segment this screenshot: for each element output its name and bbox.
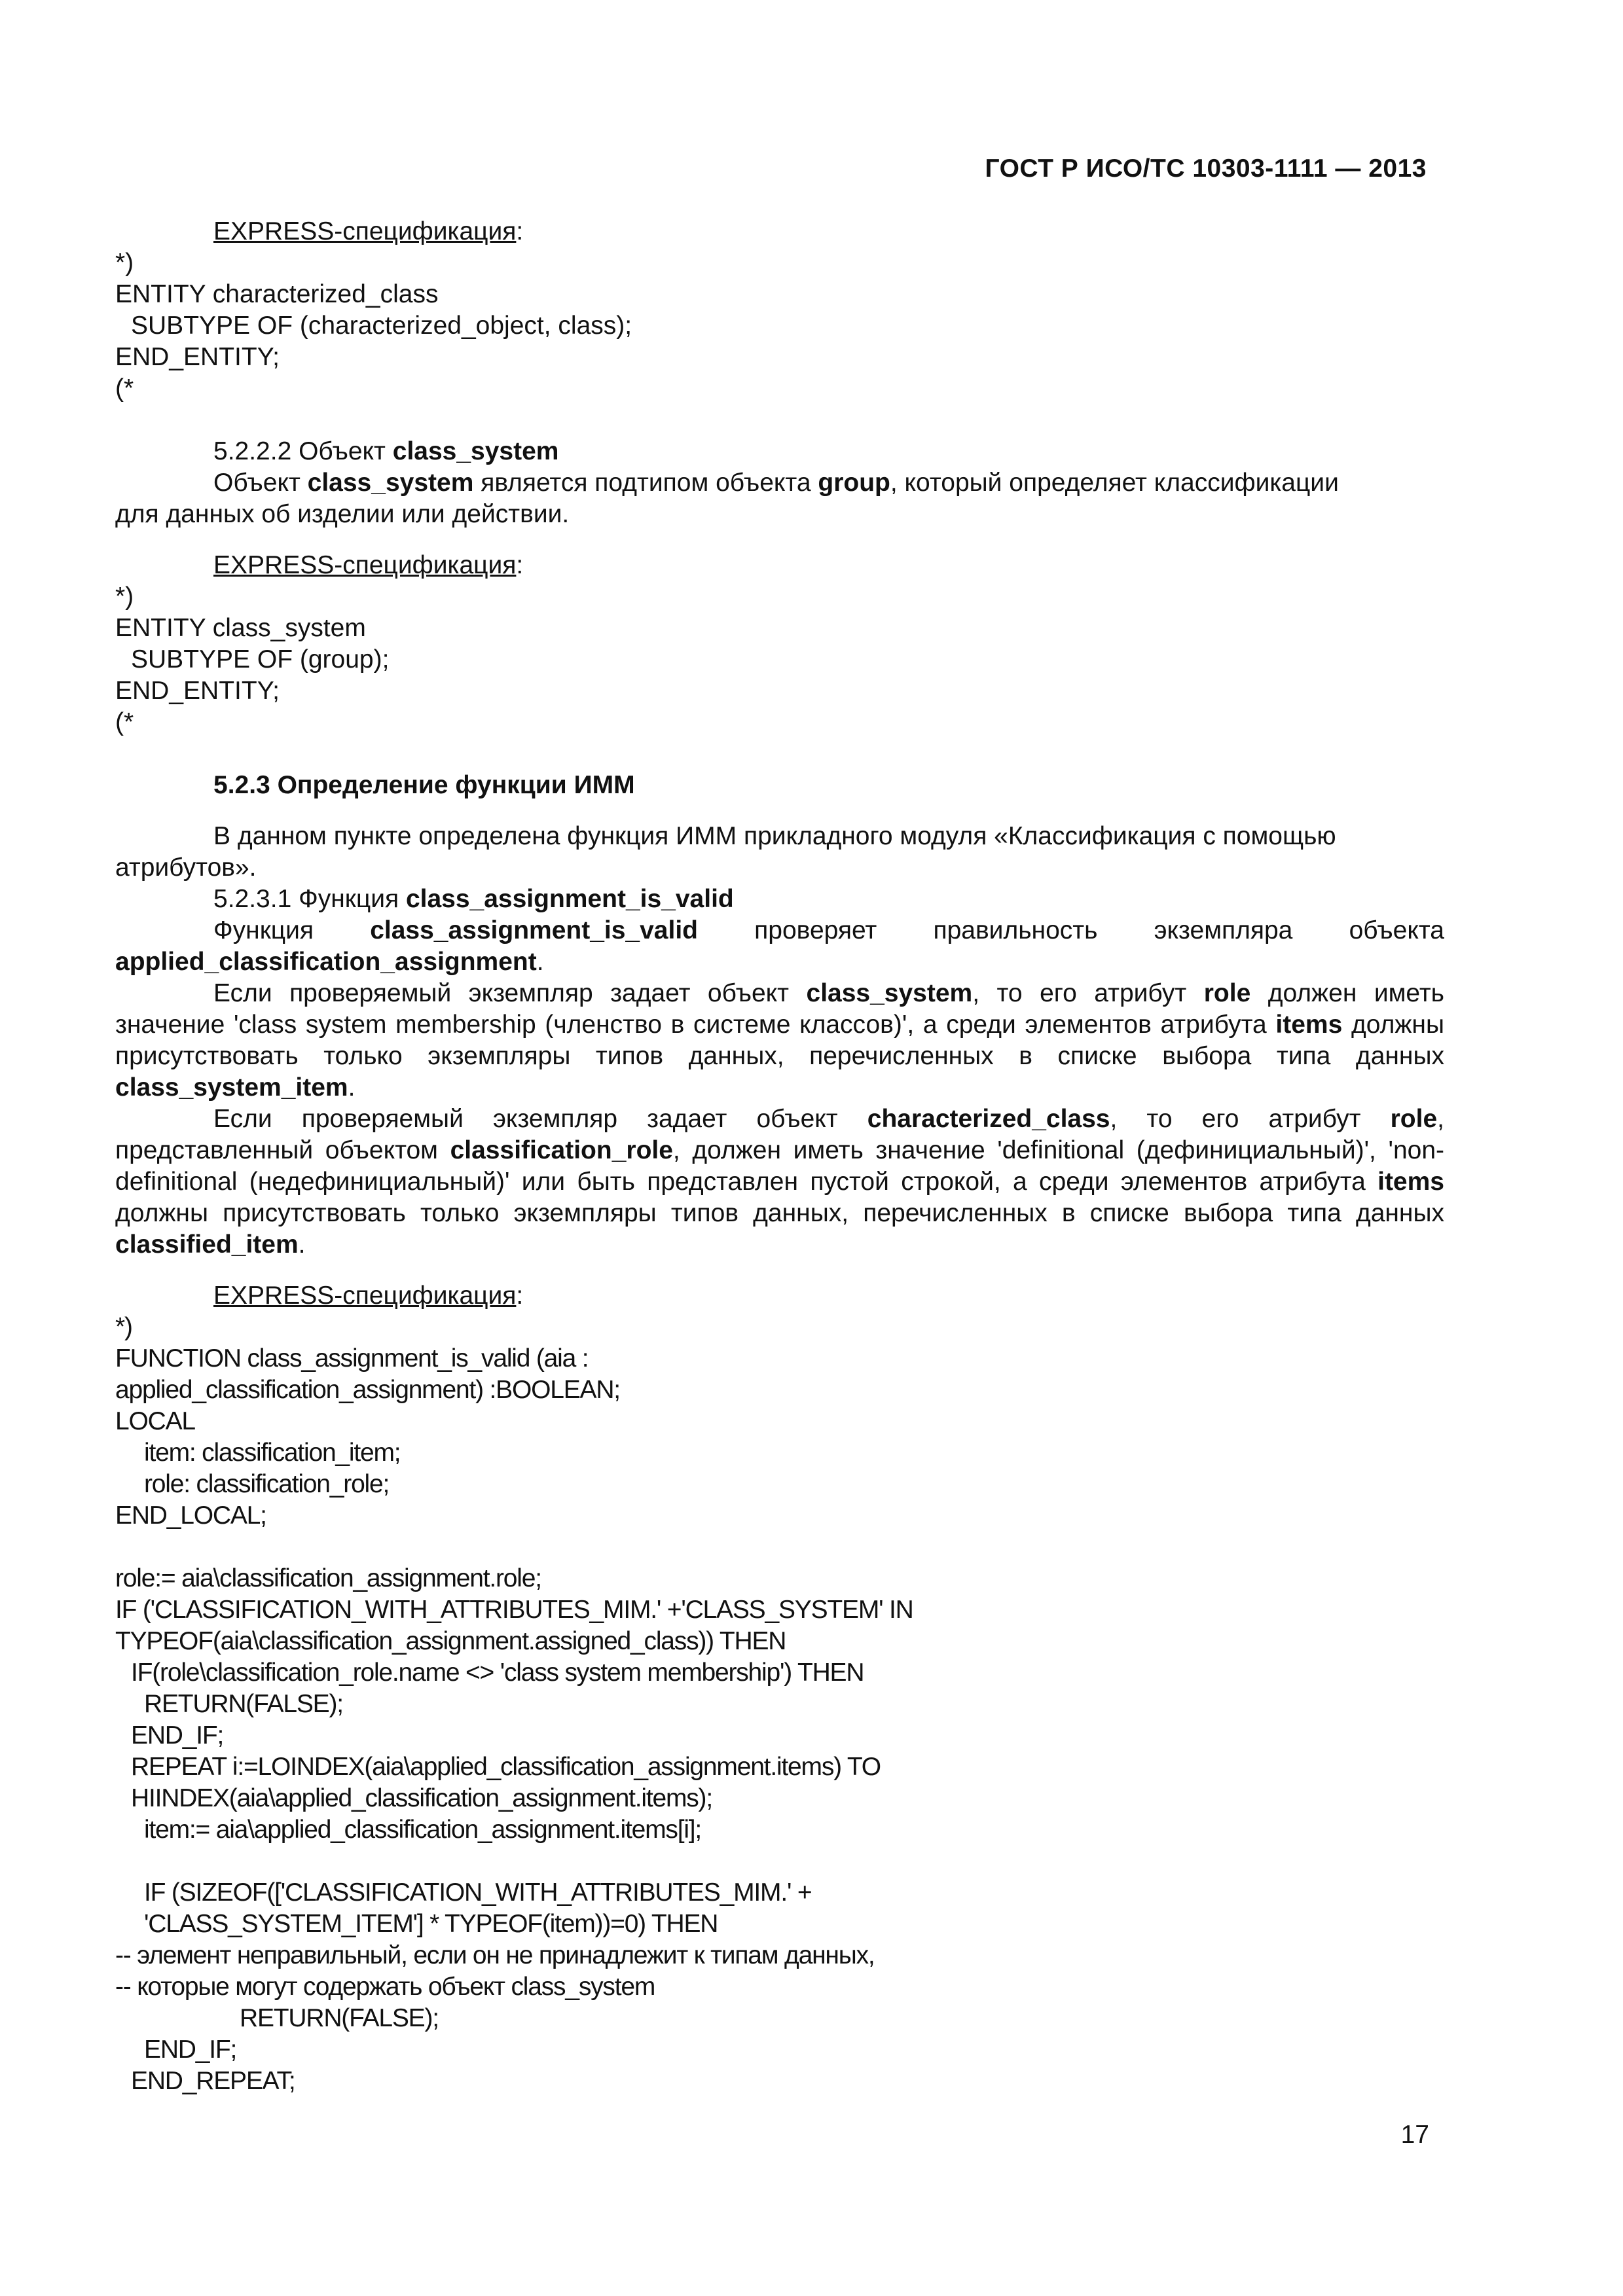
code-line: 'CLASS_SYSTEM_ITEM'] * TYPEOF(item))=0) THEN bbox=[144, 1910, 718, 1938]
paragraph-line: для данных об изделии или действии. bbox=[115, 500, 570, 528]
code-line: item: classification_item; bbox=[144, 1439, 401, 1467]
paragraph-line: атрибутов». bbox=[115, 853, 257, 882]
function-code-block bbox=[115, 1312, 1444, 2097]
code-line: END_REPEAT; bbox=[131, 2067, 295, 2095]
paragraph-line: Функция class_assignment_is_valid проверяет правильность экземпляра объекта bbox=[213, 916, 1444, 944]
code-open: *) bbox=[115, 583, 134, 611]
section-5-2-2-2-title: 5.2.2.2 Объект class_system bbox=[213, 437, 559, 465]
code-line: *) bbox=[115, 1313, 132, 1341]
code-line: RETURN(FALSE); bbox=[240, 2004, 439, 2032]
code-line: HIINDEX(aia\applied_classification_assignment.items); bbox=[131, 1784, 712, 1812]
code-line: TYPEOF(aia\classification_assignment.assigned_class)) THEN bbox=[115, 1627, 786, 1655]
code-line: END_IF; bbox=[144, 2036, 237, 2064]
express-spec-label-1: EXPRESS-спецификация: bbox=[213, 217, 524, 245]
code-line: END_ENTITY; bbox=[115, 343, 280, 371]
document-header: ГОСТ Р ИСО/ТС 10303-1111 — 2013 bbox=[985, 154, 1427, 183]
code-line: END_IF; bbox=[131, 1721, 224, 1749]
code-comment: -- которые могут содержать объект class_system bbox=[115, 1973, 655, 2001]
express-spec-label-2: EXPRESS-спецификация: bbox=[213, 551, 524, 579]
code-line: IF ('CLASSIFICATION_WITH_ATTRIBUTES_MIM.' +'CLASS_SYSTEM' IN bbox=[115, 1596, 913, 1624]
code-line: SUBTYPE OF (group); bbox=[131, 645, 390, 673]
code-close: (* bbox=[115, 374, 134, 403]
code-line: END_LOCAL; bbox=[115, 1501, 266, 1530]
section-5-2-3-1-title: 5.2.3.1 Функция class_assignment_is_valid bbox=[213, 885, 734, 913]
page-number: 17 bbox=[1400, 2121, 1429, 2149]
code-comment: -- элемент неправильный, если он не принадлежит к типам данных, bbox=[115, 1941, 875, 1969]
section-5-2-3-title: 5.2.3 Определение функции ИММ bbox=[213, 771, 635, 799]
code-line: role:= aia\classification_assignment.role; bbox=[115, 1564, 541, 1592]
paragraph-line: В данном пункте определена функция ИММ прикладного модуля «Классификация с помощью bbox=[213, 822, 1336, 850]
code-line: REPEAT i:=LOINDEX(aia\applied_classification_assignment.items) TO bbox=[131, 1753, 881, 1781]
code-line: END_ENTITY; bbox=[115, 677, 280, 705]
code-close: (* bbox=[115, 708, 134, 736]
code-open: *) bbox=[115, 249, 134, 277]
code-line: LOCAL bbox=[115, 1407, 195, 1435]
express-spec-label-3: EXPRESS-спецификация: bbox=[213, 1282, 524, 1310]
code-line: ENTITY class_system bbox=[115, 614, 366, 642]
code-line: IF(role\classification_role.name <> 'class system membership') THEN bbox=[131, 1659, 864, 1687]
code-line: role: classification_role; bbox=[144, 1470, 390, 1498]
code-line: item:= aia\applied_classification_assignment.items[i]; bbox=[144, 1816, 702, 1844]
paragraph-characterized-class: Если проверяемый экземпляр задает объект characterized_class, то его атрибут role, представленный объектом classification_role, должен иметь значение 'definitional (дефинициальный)', 'non-definitional (недефинициальный)' или быть представлен пустой строкой, а среди элементов атрибута items должны присутствовать только экземпляры типов данных, перечисленных в списке выбора типа данных classified_item. bbox=[115, 1105, 1444, 1259]
page-content bbox=[115, 216, 1444, 2097]
code-line: ENTITY characterized_class bbox=[115, 280, 439, 308]
code-line: SUBTYPE OF (characterized_object, class); bbox=[131, 312, 632, 340]
code-line: FUNCTION class_assignment_is_valid (aia : bbox=[115, 1344, 589, 1372]
paragraph-line: Объект class_system является подтипом объекта group, который определяет классификации bbox=[213, 469, 1339, 497]
paragraph-class-system: Если проверяемый экземпляр задает объект class_system, то его атрибут role должен иметь значение 'class system membership (членство в системе классов)', а среди элементов атрибута items должны присутствовать только экземпляры типов данных, перечисленных в списке выбора типа данных class_system_item. bbox=[115, 979, 1444, 1102]
code-line: IF (SIZEOF(['CLASSIFICATION_WITH_ATTRIBUTES_MIM.' + bbox=[144, 1878, 812, 1907]
paragraph-line: applied_classification_assignment. bbox=[115, 948, 544, 976]
code-line: RETURN(FALSE); bbox=[144, 1690, 343, 1718]
code-line: applied_classification_assignment) :BOOLEAN; bbox=[115, 1376, 620, 1404]
